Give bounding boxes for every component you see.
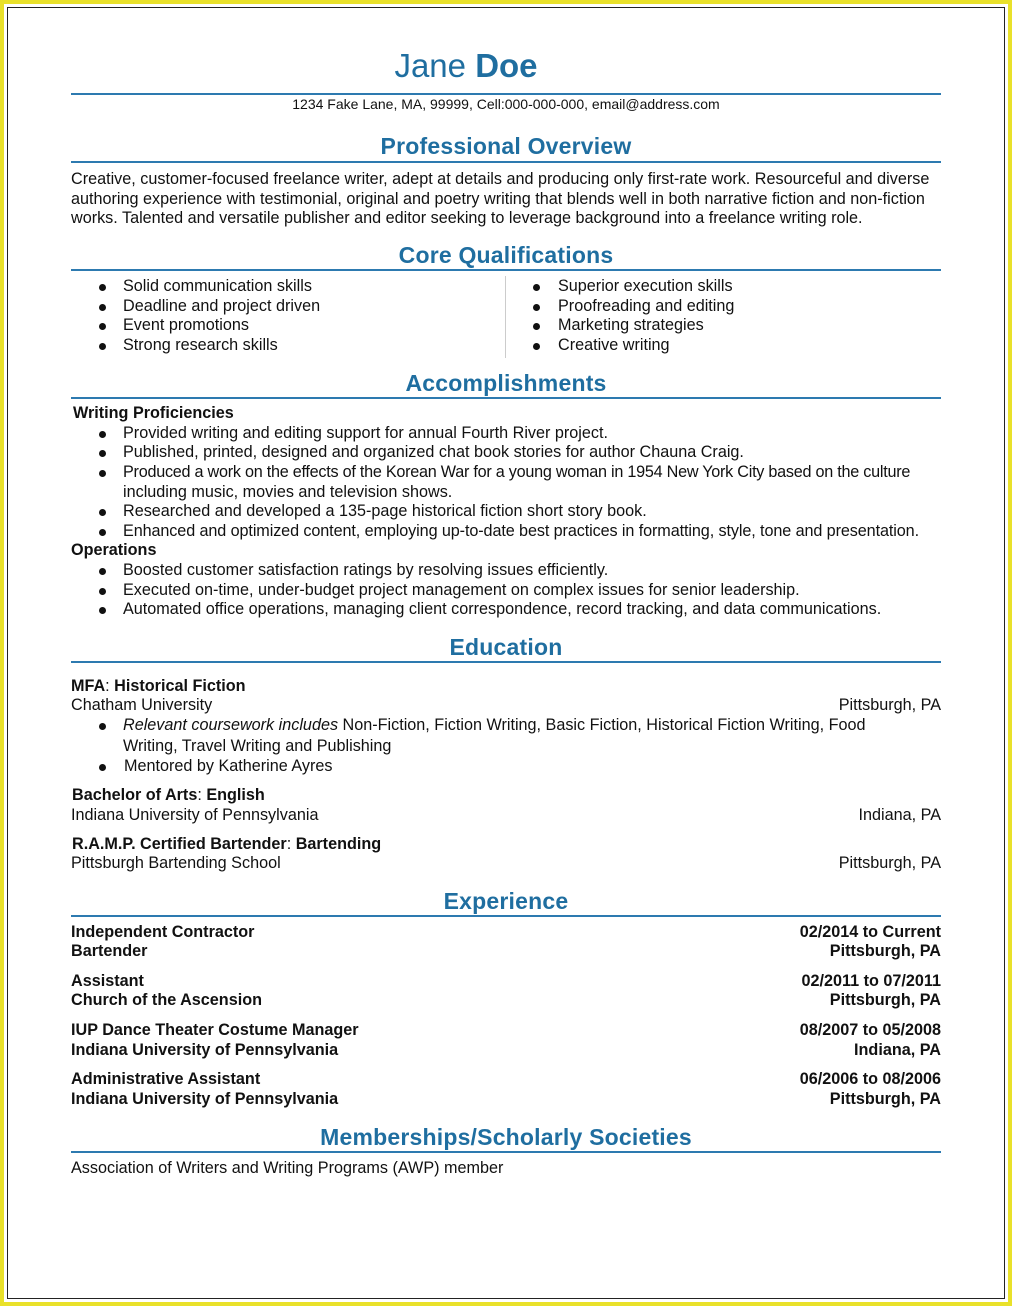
job-organization: Church of the Ascension — [71, 991, 262, 1009]
accomplishment-item: Automated office operations, managing client correspondence, record tracking, and data communications. — [99, 600, 881, 620]
job-organization: Indiana University of Pennsylvania — [71, 1090, 339, 1108]
bullet-icon — [99, 323, 106, 330]
bullet-icon — [99, 284, 106, 291]
bullet-icon — [99, 509, 106, 516]
qualification-item: Event promotions — [99, 316, 249, 336]
accomplishment-item: Provided writing and editing support for annual Fourth River project. — [99, 424, 608, 444]
bullet-icon — [99, 304, 106, 311]
bullet-icon — [99, 450, 106, 457]
job-dates: 02/2014 to Current — [799, 923, 941, 941]
section-title-experience: Experience — [443, 888, 569, 914]
education-school: Chatham University — [71, 696, 213, 714]
job-location: Pittsburgh, PA — [829, 991, 941, 1009]
section-title-overview: Professional Overview — [380, 133, 632, 159]
section-rule-memberships — [71, 1151, 941, 1153]
job-title: Assistant — [71, 972, 144, 990]
job-dates: 06/2006 to 08/2006 — [799, 1070, 941, 1088]
education-location: Pittsburgh, PA — [838, 854, 941, 872]
overview-line: works. Talented and versatile publisher and editor seeking to leverage background into a freelance writing role. — [71, 209, 863, 227]
education-detail-item — [99, 716, 949, 756]
accomplishment-item: Boosted customer satisfaction ratings by resolving issues efficiently. — [99, 561, 608, 581]
qualification-item: Superior execution skills — [533, 277, 733, 297]
accomplishment-item: Executed on-time, under-budget project management on complex issues for senior leadership. — [99, 581, 800, 601]
candidate-name — [71, 47, 861, 85]
bullet-icon — [99, 470, 106, 477]
overview-line: Creative, customer-focused freelance writer, adept at details and producing only first-rate work. Resourceful and diverse — [71, 170, 930, 188]
bullet-icon — [99, 343, 106, 350]
education-location: Indiana, PA — [858, 806, 941, 824]
section-title-memberships: Memberships/Scholarly Societies — [320, 1124, 692, 1150]
job-title: Independent Contractor — [71, 923, 255, 941]
section-rule-accomplishments — [71, 397, 941, 399]
section-title-education: Education — [449, 634, 563, 660]
job-location: Pittsburgh, PA — [829, 1090, 941, 1108]
section-rule-experience — [71, 915, 941, 917]
qualification-item: Strong research skills — [99, 336, 278, 356]
degree-field: Bartending — [295, 835, 382, 853]
bullet-icon — [533, 323, 540, 330]
bullet-icon — [99, 607, 106, 614]
contact-line: 1234 Fake Lane, MA, 99999, Cell:000-000-000, email@address.com — [292, 96, 720, 112]
degree-field: Historical Fiction — [114, 677, 246, 695]
bullet-icon — [533, 284, 540, 291]
accomplishment-item: Published, printed, designed and organized chat book stories for author Chauna Craig. — [99, 443, 744, 463]
overview-line: authoring experience with testimonial, original and poetry writing that blends well in both narrative fiction and non-fiction — [71, 189, 925, 208]
membership-item: Association of Writers and Writing Programs (AWP) member — [71, 1159, 504, 1177]
bullet-icon — [533, 304, 540, 311]
coursework-label: Relevant coursework includes — [123, 716, 339, 734]
bullet-icon — [99, 568, 106, 575]
degree-field: English — [206, 786, 265, 804]
job-location: Pittsburgh, PA — [829, 942, 941, 960]
section-rule-qualifications — [71, 269, 941, 271]
accomplishment-item: Enhanced and optimized content, employing up-to-date best practices in formatting, style, tone and presentation. — [99, 522, 949, 542]
degree-name: R.A.M.P. Certified Bartender — [72, 835, 287, 853]
coursework-list-continued: Writing, Travel Writing and Publishing — [123, 736, 392, 755]
job-dates: 08/2007 to 05/2008 — [799, 1021, 941, 1039]
job-title: IUP Dance Theater Costume Manager — [71, 1021, 359, 1039]
bullet-icon — [99, 431, 106, 438]
degree-name: Bachelor of Arts — [72, 786, 198, 804]
bullet-icon — [99, 723, 106, 730]
accomplishment-item: Produced a work on the effects of the Korean War for a young woman in 1954 New York City based on the culture including music, movies and television shows. — [99, 463, 949, 502]
qualification-item: Marketing strategies — [533, 316, 704, 336]
accomplishment-item: Researched and developed a 135-page historical fiction short story book. — [99, 502, 647, 522]
bullet-icon — [533, 343, 540, 350]
section-title-accomplishments: Accomplishments — [405, 370, 607, 396]
education-school: Indiana University of Pennsylvania — [71, 806, 319, 824]
qualification-item: Proofreading and editing — [533, 297, 734, 317]
qualification-item: Solid communication skills — [99, 277, 312, 297]
first-name: Jane — [394, 47, 467, 84]
job-dates: 02/2011 to 07/2011 — [801, 972, 941, 990]
job-organization: Bartender — [71, 942, 148, 960]
bullet-icon — [99, 588, 106, 595]
last-name: Doe — [475, 47, 538, 84]
job-title: Administrative Assistant — [71, 1070, 261, 1088]
bullet-icon — [99, 529, 106, 536]
overview-paragraph — [71, 170, 941, 229]
job-organization: Indiana University of Pennsylvania — [71, 1041, 339, 1059]
education-detail-item: Mentored by Katherine Ayres — [99, 757, 332, 777]
accomplishment-group-heading: Operations — [71, 541, 157, 559]
education-degree-line: MFA: Historical Fiction — [71, 677, 246, 695]
qualification-item: Creative writing — [533, 336, 670, 356]
header-rule — [71, 93, 941, 95]
section-title-qualifications: Core Qualifications — [398, 242, 614, 268]
coursework-list: Non-Fiction, Fiction Writing, Basic Fiction, Historical Fiction Writing, Food — [338, 716, 866, 734]
job-location: Indiana, PA — [854, 1041, 941, 1059]
accomplishment-group-heading: Writing Proficiencies — [73, 404, 234, 422]
education-location: Pittsburgh, PA — [838, 696, 941, 714]
qualifications-divider — [505, 276, 506, 358]
section-rule-education — [71, 661, 941, 663]
degree-name: MFA — [71, 677, 106, 695]
bullet-icon — [99, 764, 106, 771]
education-degree-line: Bachelor of Arts: English — [72, 786, 265, 804]
education-school: Pittsburgh Bartending School — [71, 854, 281, 872]
education-degree-line: R.A.M.P. Certified Bartender: Bartending — [72, 835, 382, 853]
qualification-item: Deadline and project driven — [99, 297, 320, 317]
section-rule-overview — [71, 161, 941, 163]
